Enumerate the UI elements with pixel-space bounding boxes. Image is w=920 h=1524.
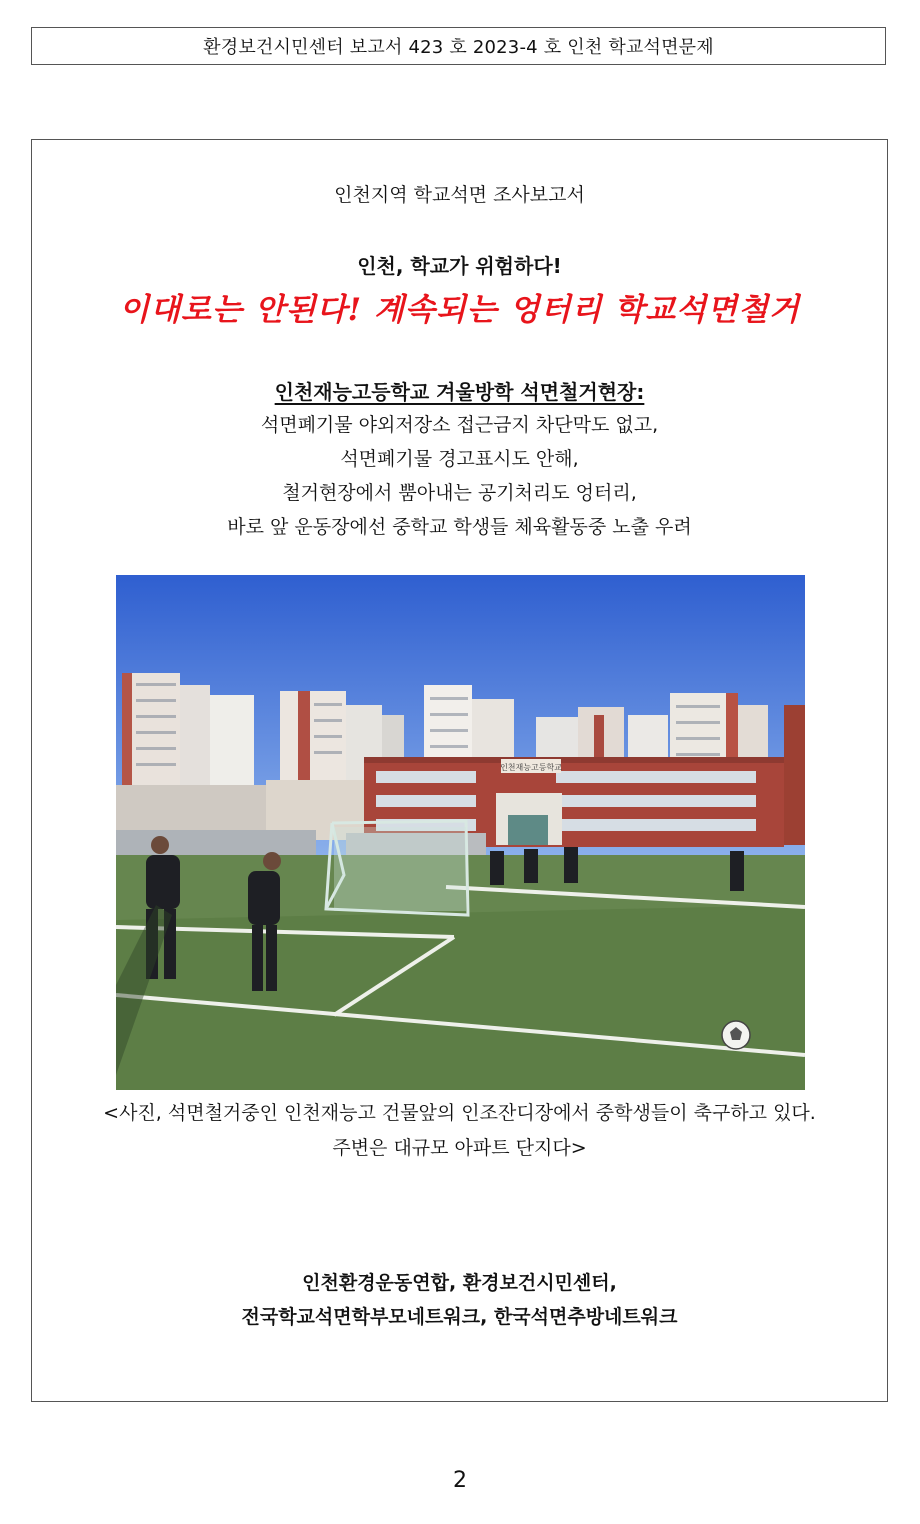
- organization-line: 전국학교석면학부모네트워크, 한국석면추방네트워크: [241, 1306, 678, 1328]
- report-header-text: 환경보건시민센터 보고서 423 호 2023-4 호 인천 학교석면문제: [203, 37, 714, 58]
- photo-caption-line: 주변은 대규모 아파트 단지다>: [332, 1137, 587, 1159]
- description-line: 철거현장에서 뿜아내는 공기처리도 엉터리,: [282, 482, 637, 504]
- organization-line: 인천환경운동연합, 환경보건시민센터,: [302, 1272, 617, 1294]
- page-number: 2: [453, 1468, 467, 1493]
- school-field-photo: [116, 575, 805, 1090]
- report-headline: 인천, 학교가 위험하다!: [357, 254, 562, 278]
- site-title: [32, 376, 887, 405]
- description-line: 바로 앞 운동장에선 중학교 학생들 체육활동중 노출 우려: [227, 516, 692, 538]
- right-building: [784, 705, 805, 845]
- report-header: [31, 27, 886, 65]
- report-subtitle: 인천지역 학교석면 조사보고서: [334, 184, 585, 206]
- report-slogan: 이대로는 안된다! 계속되는 엉터리 학교석면철거: [119, 292, 800, 328]
- site-title-text: 인천재능고등학교 겨울방학 석면철거현장:: [274, 380, 645, 404]
- report-cover-box: [31, 139, 888, 1402]
- description-line: 석면폐기물 경고표시도 안해,: [340, 448, 579, 470]
- description-line: 석면폐기물 야외저장소 접근금지 차단막도 없고,: [260, 414, 659, 436]
- school-sign: 인천재능고등학교: [500, 763, 562, 772]
- photo-caption-line: <사진, 석면철거중인 인천재능고 건물앞의 인조잔디장에서 중학생들이 축구하고 있다.: [103, 1102, 816, 1124]
